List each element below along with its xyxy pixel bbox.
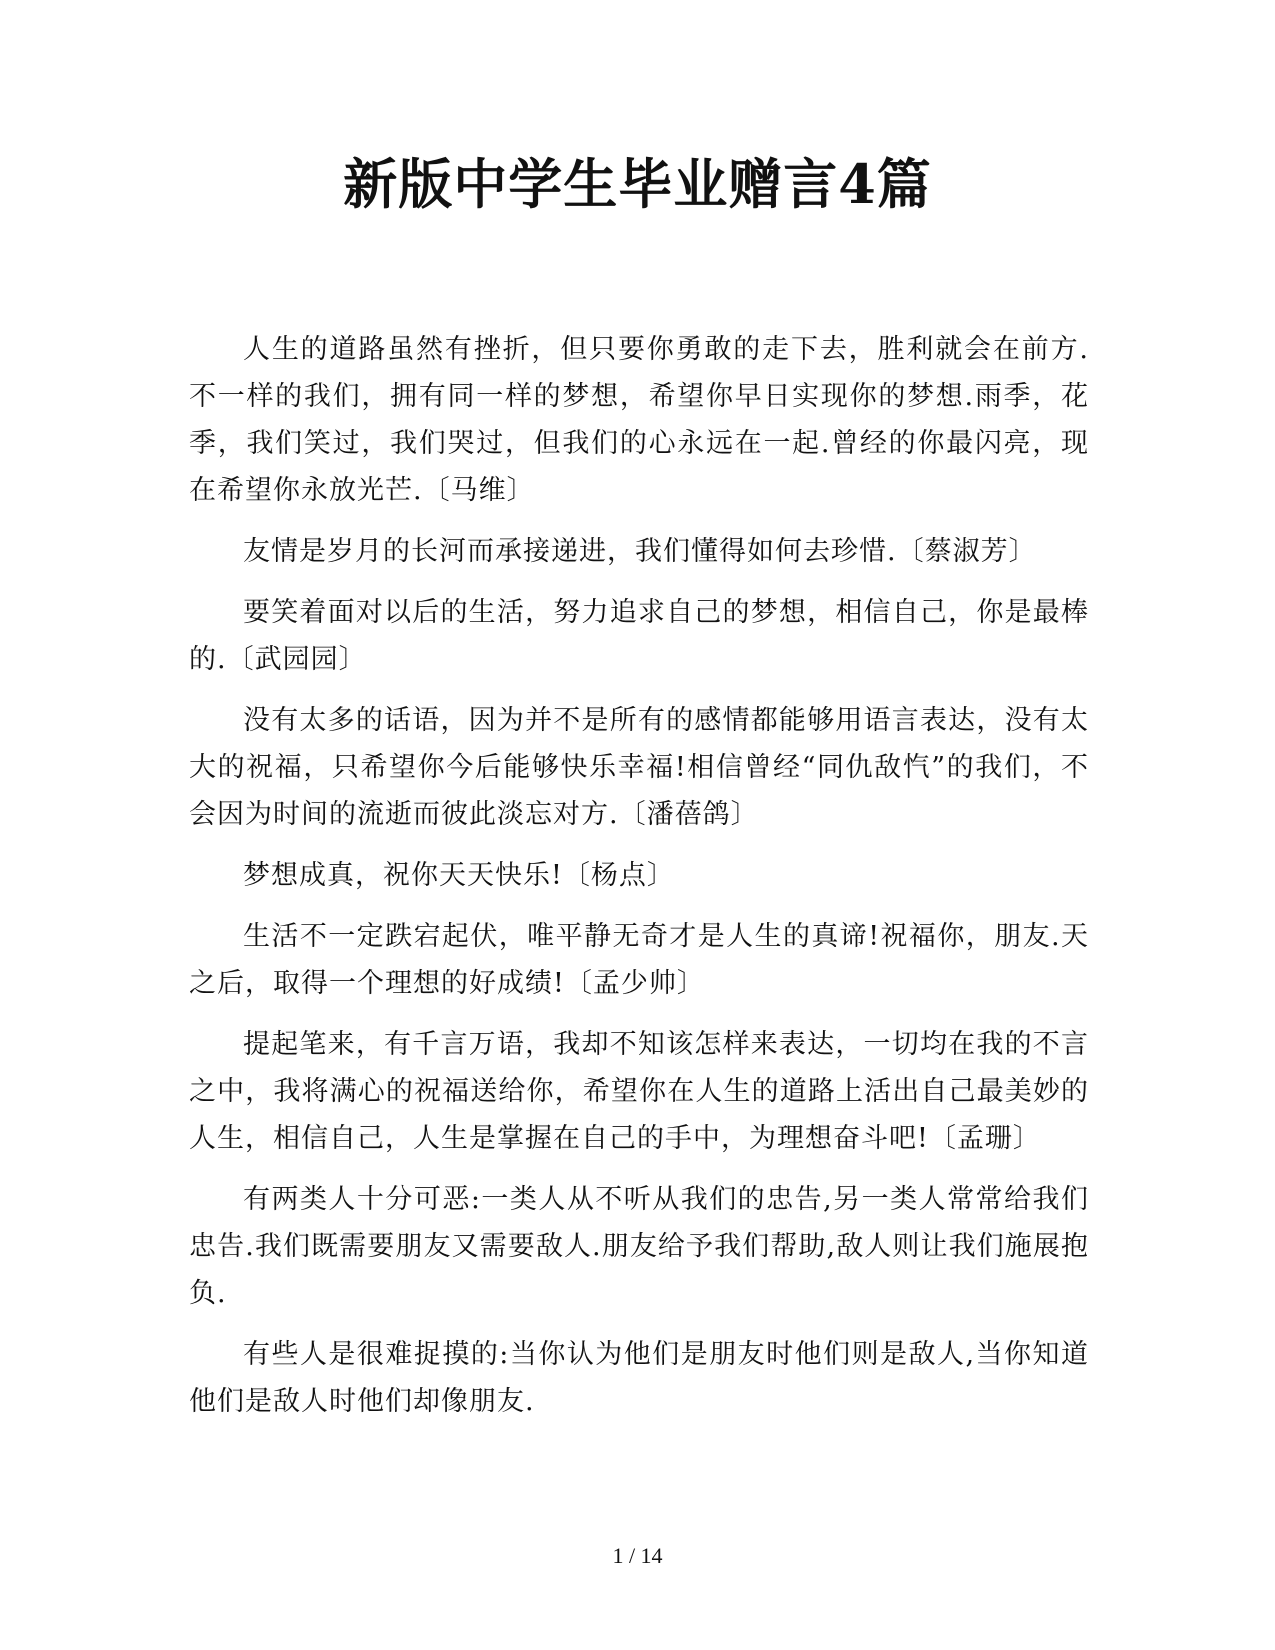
document-title: 新版中学生毕业赠言4篇 [343,152,932,216]
paragraph: 要笑着面对以后的生活，努力追求自己的梦想，相信自己，你是最棒的.〔武园园〕 [189,597,1089,675]
paragraph: 有两类人十分可恶:一类人从不听从我们的忠告,另一类人常常给我们忠告.我们既需要朋友又需要敌人.朋友给予我们帮助,敌人则让我们施展抱负. [189,1184,1089,1309]
paragraph: 有些人是很难捉摸的:当你认为他们是朋友时他们则是敌人,当你知道他们是敌人时他们却像朋友. [189,1339,1089,1417]
paragraph: 梦想成真，祝你天天快乐!〔杨点〕 [243,860,675,891]
paragraph: 人生的道路虽然有挫折，但只要你勇敢的走下去，胜利就会在前方.不一样的我们，拥有同一样的梦想，希望你早日实现你的梦想.雨季，花季，我们笑过，我们哭过，但我们的心永远在一起.曾经的你最闪亮，现在希望你永放光芒.〔马维〕 [189,334,1089,506]
paragraph: 生活不一定跌宕起伏，唯平静无奇才是人生的真谛!祝福你，朋友.天之后，取得一个理想的好成绩!〔孟少帅〕 [189,921,1089,999]
paragraph: 提起笔来，有千言万语，我却不知该怎样来表达，一切均在我的不言之中，我将满心的祝福送给你，希望你在人生的道路上活出自己最美妙的人生，相信自己，人生是掌握在自己的手中，为理想奋斗吧!〔孟珊〕 [189,1029,1089,1154]
document-body [189,326,1089,1439]
page-number: 1 / 14 [612,1543,663,1568]
paragraph: 没有太多的话语，因为并不是所有的感情都能够用语言表达，没有太大的祝福，只希望你今后能够快乐幸福!相信曾经“同仇敌忾”的我们，不会因为时间的流逝而彼此淡忘对方.〔潘蓓鸽〕 [189,705,1089,830]
paragraph: 友情是岁月的长河而承接递进，我们懂得如何去珍惜.〔蔡淑芳〕 [243,536,1037,567]
